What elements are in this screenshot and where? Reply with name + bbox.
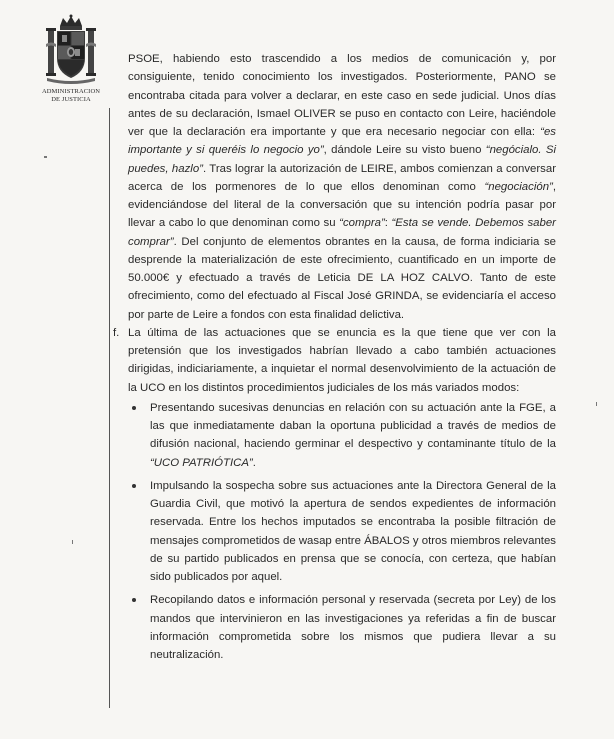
list-item-f — [113, 324, 556, 397]
bullet-icon — [132, 406, 136, 410]
scan-speck — [72, 540, 73, 544]
caption-line-2: DE JUSTICIA — [51, 95, 91, 103]
margin-rule — [109, 108, 110, 708]
quoted-text: “negócialo. Si puedes, hazlo” — [128, 144, 556, 175]
quoted-text: “negociación” — [484, 180, 553, 193]
text-run: . — [252, 456, 256, 469]
bullet-item — [128, 591, 556, 664]
text-run: PSOE, habiendo esto trascendido a los medios de comunicación y, por consiguiente, tenido conocimiento los investigados. Posteriormente, PANO se encontraba citada para volver a declarar, en este caso en sede judicial. Unos días antes de su declaración, Ismael OLIVER se puso en contacto con Leire, haciéndole ver que la declaración era importante y que era necesario negociar con ella: — [128, 53, 556, 138]
bullet-text — [150, 477, 556, 587]
spanish-coat-of-arms-icon — [46, 14, 96, 84]
continuation-paragraph — [128, 50, 556, 324]
quoted-text: “compra” — [339, 217, 385, 230]
text-run: . Tras lograr la autorización de LEIRE, ambos comienzan a conversar acerca de los pormenores de lo que ellos denominan como — [128, 162, 556, 193]
text-run: , dándole Leire su visto bueno — [323, 144, 486, 157]
list-marker-f: f. — [113, 326, 120, 339]
text-run: Presentando sucesivas denuncias en relación con su actuación ante la FGE, a las que inmediatamente daban la oportuna publicidad a través de medios de difusión nacional, haciendo germinar el despectivo y contaminante título de la — [150, 401, 556, 451]
quoted-text: “es importante y si queréis lo negocio yo” — [128, 126, 556, 157]
scan-speck — [44, 156, 47, 158]
text-run: , evidenciándose del literal de la conversación que su intención podría pasar por llevar a cabo lo que denominan como su — [128, 180, 556, 230]
document-body — [113, 50, 556, 669]
bullet-item — [128, 477, 556, 587]
text-run: : — [384, 217, 392, 230]
crest-caption — [36, 88, 106, 103]
text-run: Recopilando datos e información personal y reservada (secreta por Ley) de los mandos que intervinieron en las investigaciones ya referidas a fin de buscar información comprometida sobre los mismos que pudiera llevar a su neutralización. — [150, 594, 556, 661]
bullet-text — [150, 399, 556, 472]
bullet-list — [128, 399, 556, 665]
text-run: . Del conjunto de elementos obrantes en la causa, de forma indiciaria se desprende la materialización de este ofrecimiento, cuantificado en un importe de 50.000€ y efectuado a través de Leticia DE LA HOZ CALVO. Tanto de este ofrecimiento, como del efectuado al Fiscal José GRINDA, se evidenciaría el acceso por parte de Leire a fondos con esta finalidad delictiva. — [128, 235, 556, 321]
bullet-text — [150, 591, 556, 664]
scan-speck — [596, 402, 597, 406]
list-item-f-text: La última de las actuaciones que se enuncia es la que tiene que ver con la pretensión que los investigados habrían llevado a cabo también actuaciones dirigidas, indiciariamente, a inquietar el normal desenvolvimiento de la actuación de la UCO en los distintos procedimientos judiciales de los más variados modos: — [128, 326, 556, 394]
quoted-text: “Esta se vende. Debemos saber comprar” — [128, 217, 556, 248]
quoted-text: “UCO PATRIÓTICA” — [150, 456, 253, 469]
text-run: Impulsando la sospecha sobre sus actuaciones ante la Directora General de la Guardia Civil, que motivó la apertura de sendos expedientes de información reservada. Entre los hechos imputados se encontraba la posible filtración de mensajes comprometidos de wasap entre ÁBALOS y otros miembros relevantes de su partido publicados en prensa que se conocía, con certeza, que habían sido publicados por aquel. — [150, 479, 556, 583]
bullet-icon — [132, 598, 136, 602]
bullet-icon — [132, 484, 136, 488]
caption-line-1: ADMINISTRACION — [41, 88, 101, 95]
bullet-item — [128, 399, 556, 472]
